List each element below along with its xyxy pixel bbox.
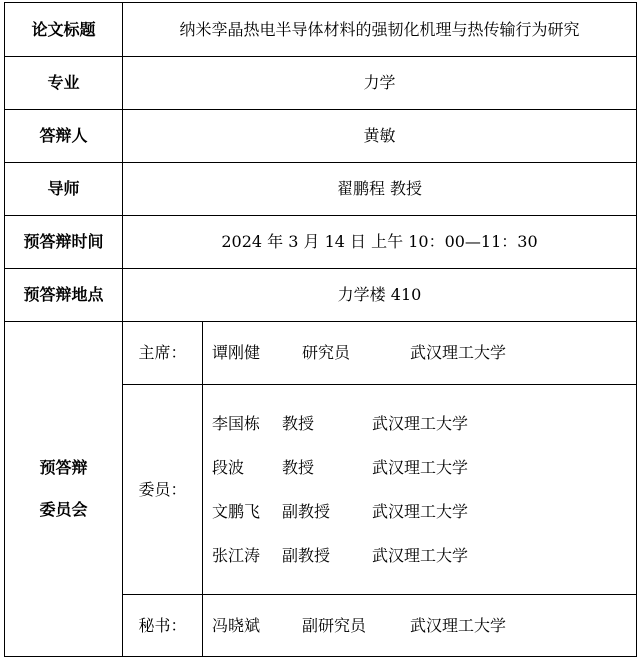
chair-entry [212,345,636,361]
place-row [5,269,637,322]
chair-role: 主席： [123,322,203,385]
chair-title: 研究员 [302,343,351,362]
advisor-value: 翟鹏程 教授 [123,163,637,216]
member-entry [212,534,636,578]
secretary-cell [203,595,637,657]
member-title: 副教授 [282,501,331,521]
chair-cell [203,322,637,385]
time-value: 2024 年 3 月 14 日 上午 10：00—11：30 [123,216,637,269]
member-entry [212,490,636,534]
member-org: 武汉理工大学 [372,457,469,477]
defender-row [5,110,637,163]
chair-name: 谭刚健 [212,343,261,362]
member-entry [212,402,636,446]
major-row [5,57,637,110]
secretary-org: 武汉理工大学 [410,615,507,635]
member-entry [212,446,636,490]
advisor-label: 导师 [5,163,123,216]
defender-value: 黄敏 [123,110,637,163]
member-name: 段波 [212,457,245,477]
time-label: 预答辩时间 [5,216,123,269]
major-value: 力学 [123,57,637,110]
secretary-title: 副研究员 [302,615,367,635]
member-org: 武汉理工大学 [372,545,469,565]
advisor-row [5,163,637,216]
member-title: 副教授 [282,545,331,565]
committee-chair-row [5,322,637,385]
member-org: 武汉理工大学 [372,413,469,433]
secretary-role: 秘书： [123,595,203,657]
member-title: 教授 [282,457,315,477]
time-row [5,216,637,269]
chair-org: 武汉理工大学 [410,343,507,362]
member-org: 武汉理工大学 [372,501,469,521]
committee-label [5,322,123,657]
member-name: 李国栋 [212,413,261,433]
title-row [5,3,637,57]
major-label: 专业 [5,57,123,110]
defense-info-table [4,2,637,657]
member-name: 文鹏飞 [212,501,261,521]
member-title: 教授 [282,413,315,433]
secretary-entry [212,615,636,635]
members-role: 委员： [123,385,203,595]
defender-label: 答辩人 [5,110,123,163]
members-cell [203,385,637,595]
committee-label-line2: 委员会 [39,500,88,519]
place-label: 预答辩地点 [5,269,123,322]
secretary-name: 冯晓斌 [212,615,261,635]
title-value: 纳米孪晶热电半导体材料的强韧化机理与热传输行为研究 [123,3,637,57]
committee-label-line1: 预答辩 [39,458,88,477]
place-value: 力学楼 410 [123,269,637,322]
member-name: 张江涛 [212,545,261,565]
title-label: 论文标题 [5,3,123,57]
